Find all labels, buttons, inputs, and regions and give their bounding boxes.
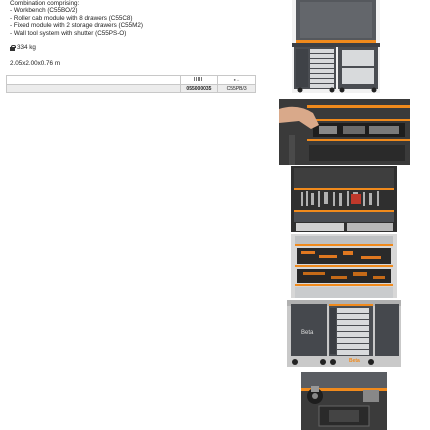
model-header	[218, 76, 256, 85]
product-code: 055000035	[180, 85, 218, 93]
weight-icon	[10, 45, 15, 51]
product-model: C55PB/3	[218, 85, 256, 93]
dimensions: 2.05x2.00x0.76 m	[10, 60, 61, 67]
description-item: - Workbench (C55BO/2)	[10, 7, 78, 15]
svg-text:Beta: Beta	[349, 358, 360, 364]
spec-table	[6, 75, 256, 93]
castor-detail-photo	[301, 372, 387, 430]
description-item: - Fixed module with 2 storage drawers (C55M2)	[10, 22, 143, 30]
tool-wall-photo	[291, 166, 397, 232]
barcode-icon	[194, 77, 203, 81]
description-heading: Combination comprising:	[10, 0, 80, 7]
description-item: - Wall tool system with shutter (C55PS-O)	[10, 29, 127, 37]
ref-icon: ●↔	[233, 77, 240, 82]
product-description	[10, 0, 143, 37]
beta-roller-cab-photo	[287, 300, 401, 367]
code-header	[180, 76, 218, 85]
spec-table-header-row	[7, 76, 256, 85]
drawer-trays-photo	[291, 234, 397, 298]
beta-logo: Beta	[301, 330, 314, 336]
weight-value: 334 kg	[17, 44, 36, 51]
weight-row	[10, 44, 36, 51]
drawer-open-photo	[279, 99, 410, 165]
combination-unit-photo	[292, 0, 380, 93]
spec-table-row	[7, 85, 256, 93]
description-item: - Roller cab module with 8 drawers (C55C8)	[10, 14, 133, 22]
